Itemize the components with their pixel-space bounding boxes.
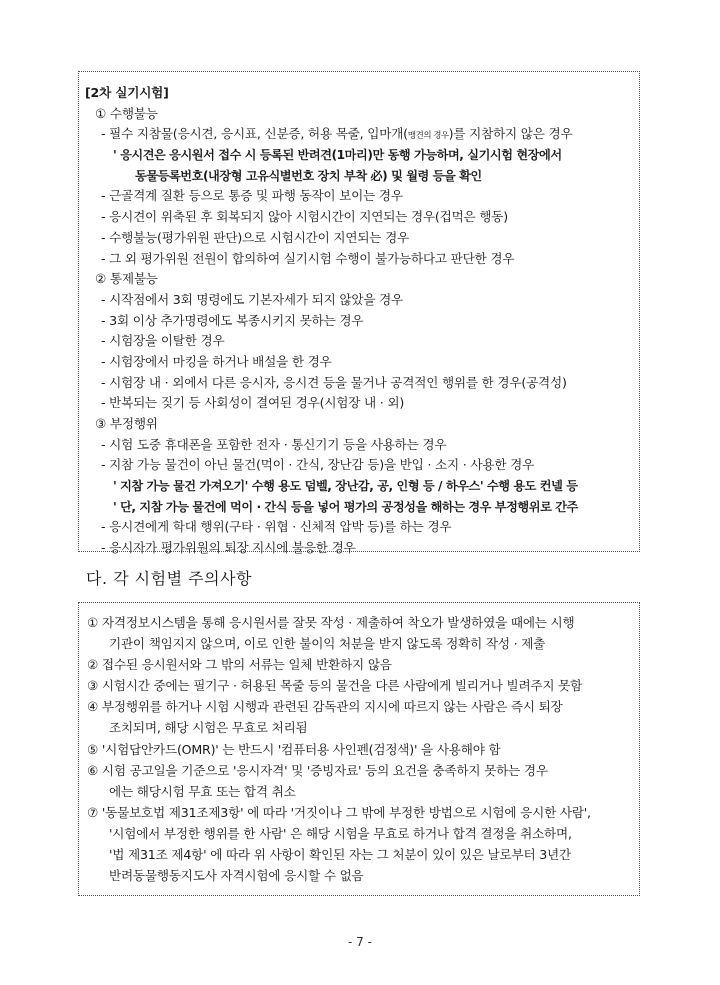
list-item [85, 124, 639, 145]
list-item: - 응시견에게 학대 행위(구타 · 위협 · 신체적 압박 등)를 하는 경우 [101, 519, 452, 535]
note-line: ' 응시견은 응시원서 접수 시 등록된 반려견(1마리)만 동행 가능하며, 실기시험 현장에서 [113, 148, 562, 163]
note-line: ' 지참 가능 물건 가져오기' 수행 용도 덤벨, 장난감, 공, 인형 등 / 하우스' 수행 용도 컨넬 등 [113, 479, 578, 494]
list-item: - 근골격계 질환 등으로 통증 및 파행 동작이 보이는 경우 [101, 188, 403, 204]
list-item: - 응시자가 평가위원의 퇴장 지시에 불응한 경우 [101, 540, 356, 556]
note-line: ' 단, 지참 가능 물건에 먹이 · 간식 등을 넣어 평가의 공정성을 해하는 경우 부정행위로 간주 [113, 499, 578, 514]
cautions-box [78, 602, 640, 896]
list-item: - 수행불능(평가위원 판단)으로 시험시간이 지연되는 경우 [101, 229, 409, 245]
section-title-uncontrollable: ② 통제불능 [95, 271, 158, 287]
list-item: ③ 시험시간 중에는 필기구 · 허용된 목줄 등의 물건을 다른 사람에게 빌리거나 빌려주지 못함 [87, 678, 583, 694]
list-item: ④ 부정행위를 하거나 시험 시행과 관련된 감독관의 지시에 따르지 않는 사람은 즉시 퇴장 [87, 699, 563, 715]
list-item: ② 접수된 응시원서와 그 밖의 서류는 일체 반환하지 않음 [87, 657, 392, 673]
list-item-continuation: '시험에서 부정한 행위를 한 사람' 은 해당 시험을 무효로 하거나 합격 결정을 취소하며, [109, 825, 572, 841]
section-heading: 다. 각 시험별 주의사항 [86, 569, 252, 588]
list-item: - 응시견이 위축된 후 회복되지 않아 시험시간이 지연되는 경우(겁먹은 행동) [101, 209, 508, 225]
list-item-text: - 필수 지참물(응시견, 응시표, 신분증, 허용 목줄, 입마개( [101, 126, 408, 142]
list-item: - 시험장에서 마킹을 하거나 배설을 한 경우 [101, 353, 332, 369]
page-number: - 7 - [348, 935, 372, 949]
list-item-continuation: 조치되며, 해당 시험은 무효로 처리됨 [109, 720, 308, 736]
list-item: - 반복되는 짖기 등 사회성이 결여된 경우(시험장 내 · 외) [101, 395, 405, 411]
practical-exam-box [78, 71, 640, 556]
practical-exam-title: [2차 실기시험] [85, 85, 169, 100]
list-item: - 시험장을 이탈한 경우 [101, 333, 225, 349]
list-item-continuation: '법 제31조 제4항' 에 따라 위 사항이 확인된 자는 그 처분이 있이 있은 날로부터 3년간 [109, 847, 571, 863]
list-item: - 시험장 내 · 외에서 다른 응시자, 응시견 등을 물거나 공격적인 행위를 한 경우(공격성) [101, 374, 567, 390]
list-item-continuation: 에는 해당시험 무효 또는 합격 취소 [109, 783, 296, 799]
section-title-misconduct: ③ 부정행위 [95, 416, 158, 431]
list-item: ⑥ 시험 공고일을 기준으로 '응시자격' 및 '증빙자료' 등의 요건을 충족하지 못하는 경우 [87, 762, 548, 778]
list-item: - 3회 이상 추가명령에도 복종시키지 못하는 경우 [101, 312, 364, 328]
list-item: - 지참 가능 물건이 아닌 물건(먹이 · 간식, 장난감 등)을 반입 · 소지 · 사용한 경우 [101, 457, 535, 473]
list-item: ⑤ '시험답안카드(OMR)' 는 반드시 '컴퓨터용 사인펜(검정색)' 을 사용해야 함 [87, 741, 501, 757]
list-item: - 시작점에서 3회 명령에도 기본자세가 되지 않았을 경우 [101, 291, 404, 307]
list-item-continuation: 반려동물행동지도사 자격시험에 응시할 수 없음 [109, 868, 364, 884]
list-item: ⑦ '동물보호법 제31조제3항' 에 따라 '거짓이나 그 밖에 부정한 방법으로 시험에 응시한 사람', [87, 804, 591, 820]
list-item-note: 맹견의 경우 [407, 131, 449, 142]
list-item-text: )를 지참하지 않은 경우 [448, 126, 573, 142]
list-item: - 그 외 평가위원 전원이 합의하여 실기시험 수행이 불가능하다고 판단한 경우 [101, 250, 515, 266]
list-item: - 시험 도중 휴대폰을 포함한 전자 · 통신기기 등을 사용하는 경우 [101, 436, 447, 452]
list-item: ① 자격정보시스템을 통해 응시원서를 잘못 작성 · 제출하여 착오가 발생하였을 때에는 시행 [87, 615, 575, 630]
note-line: 동물등록번호(내장형 고유식별번호 장치 부착 必) 및 월령 등을 확인 [135, 168, 482, 183]
list-item-continuation: 기관이 책임지지 않으며, 이로 인한 불이익 처분을 받지 않도록 정확히 작성 · 제출 [109, 636, 546, 652]
section-title-unable: ① 수행불능 [95, 105, 158, 121]
